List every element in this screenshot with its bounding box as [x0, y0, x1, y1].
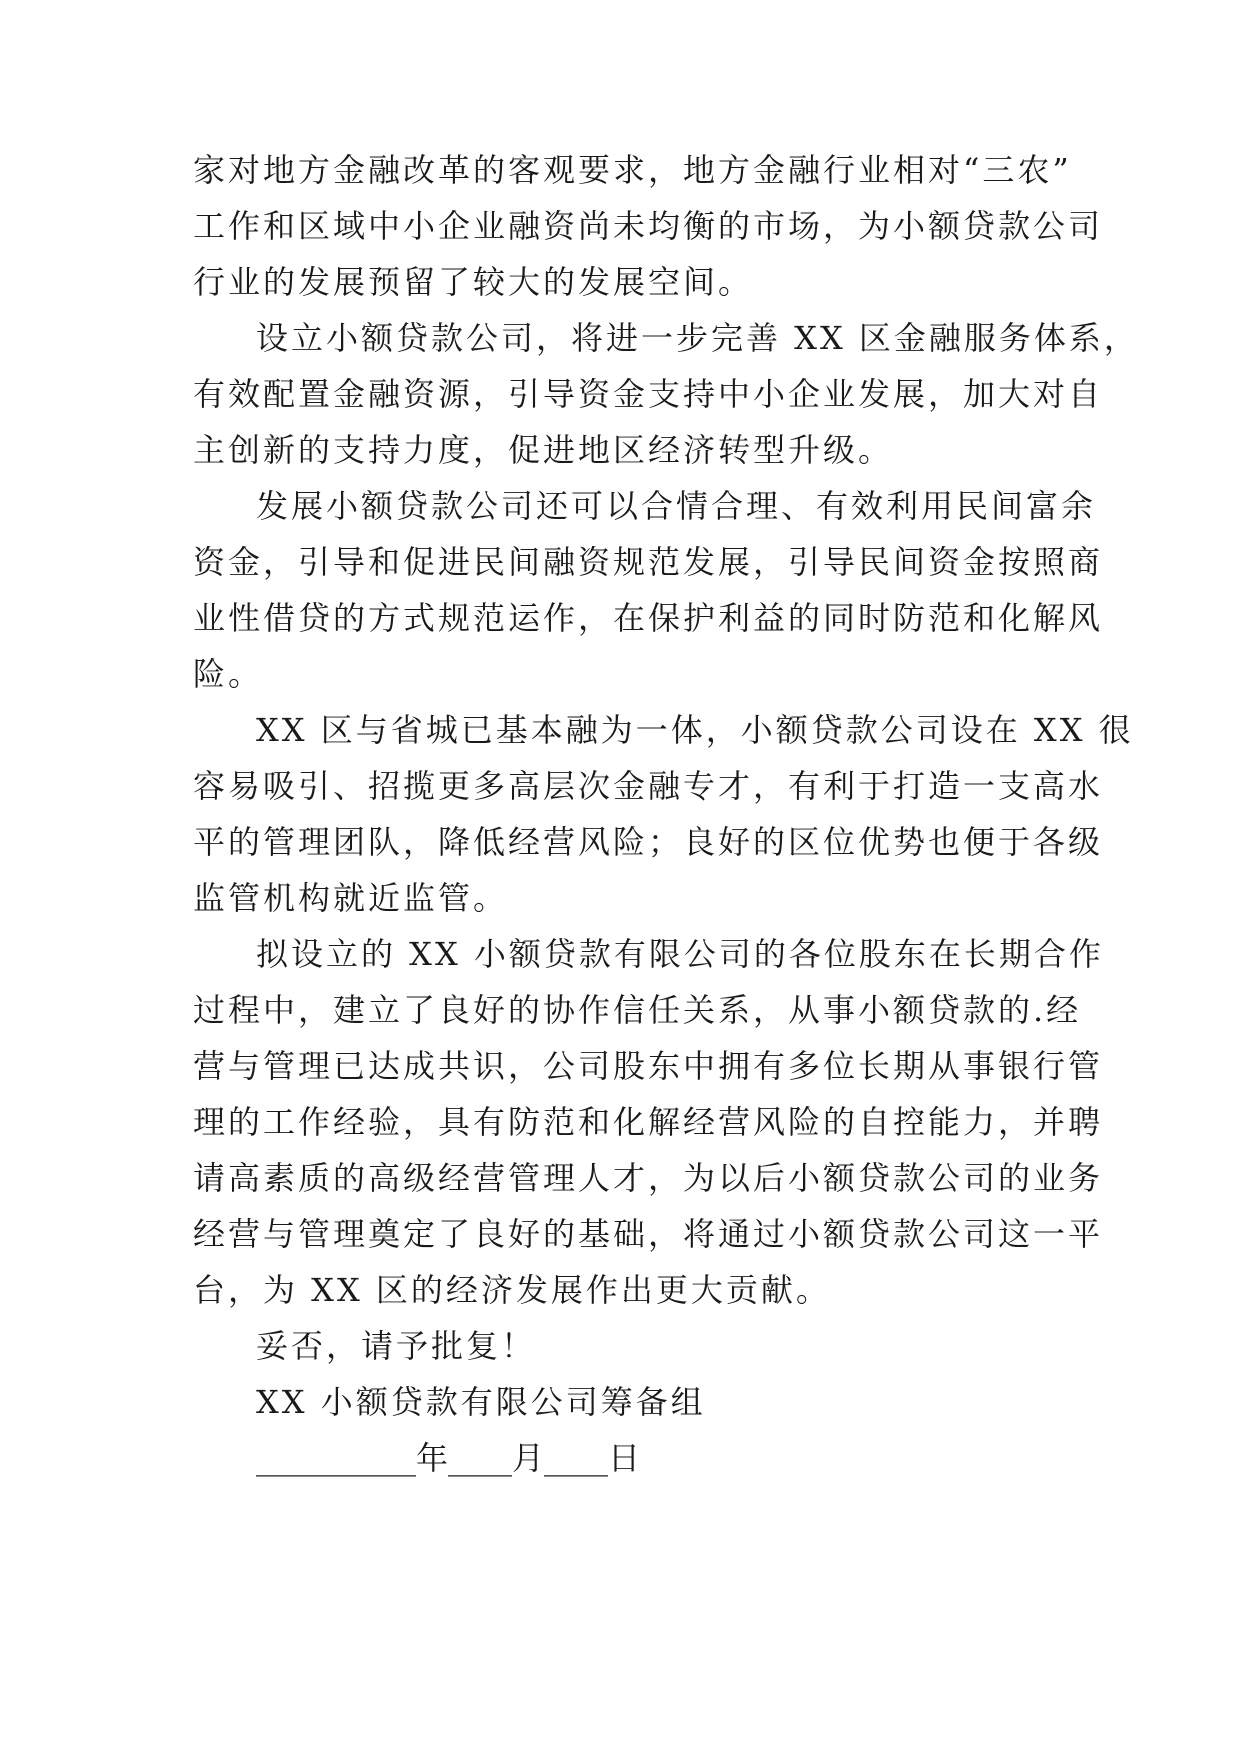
text-line: 资金，引导和促进民间融资规范发展，引导民间资金按照商 — [193, 543, 1104, 581]
text-line: 营与管理已达成共识，公司股东中拥有多位长期从事银行管 — [193, 1047, 1104, 1085]
text-line: 工作和区域中小企业融资尚未均衡的市场，为小额贷款公司 — [193, 207, 1104, 245]
signature-org: XX 小额贷款有限公司筹备组 — [256, 1383, 706, 1421]
text-line: 发展小额贷款公司还可以合情合理、有效利用民间富余 — [256, 487, 1097, 525]
text-line: 行业的发展预留了较大的发展空间。 — [193, 263, 754, 301]
text-line: 设立小额贷款公司，将进一步完善 XX 区金融服务体系， — [256, 319, 1139, 357]
text-line: 主创新的支持力度，促进地区经济转型升级。 — [193, 431, 894, 469]
text-line: 请高素质的高级经营管理人才，为以后小额贷款公司的业务 — [193, 1159, 1104, 1197]
text-line: 平的管理团队，降低经营风险；良好的区位优势也便于各级 — [193, 823, 1104, 861]
text-line: 有效配置金融资源，引导资金支持中小企业发展，加大对自 — [193, 375, 1104, 413]
text-line: 过程中，建立了良好的协作信任关系，从事小额贷款的.经 — [193, 991, 1082, 1029]
text-line: XX 区与省城已基本融为一体，小额贷款公司设在 XX 很 — [256, 711, 1134, 749]
text-line: 监管机构就近监管。 — [193, 879, 509, 917]
closing-line: 妥否，请予批复！ — [256, 1327, 537, 1365]
text-line: 家对地方金融改革的客观要求，地方金融行业相对“三农” — [193, 151, 1072, 189]
text-line: 拟设立的 XX 小额贷款有限公司的各位股东在长期合作 — [256, 935, 1104, 973]
text-line: 容易吸引、招揽更多高层次金融专才，有利于打造一支高水 — [193, 767, 1104, 805]
text-line: 经营与管理奠定了良好的基础，将通过小额贷款公司这一平 — [193, 1215, 1104, 1253]
text-line: 理的工作经验，具有防范和化解经营风险的自控能力，并聘 — [193, 1103, 1104, 1141]
text-line: 台，为 XX 区的经济发展作出更大贡献。 — [193, 1271, 831, 1309]
text-line: 业性借贷的方式规范运作，在保护利益的同时防范和化解风 — [193, 599, 1104, 637]
date-line: __________年____月____日 — [256, 1439, 641, 1477]
text-line: 险。 — [193, 655, 264, 693]
